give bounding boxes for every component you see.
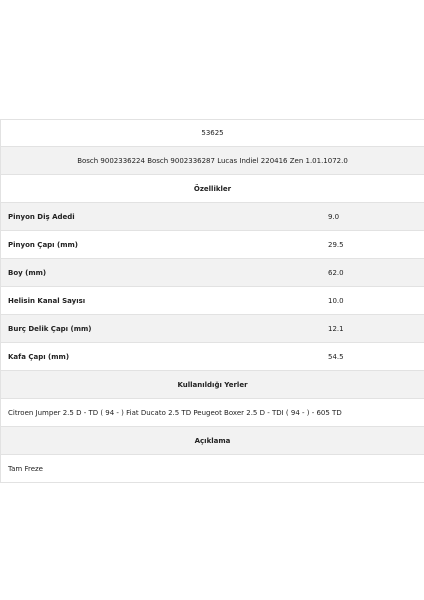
spec-label: Boy (mm) <box>8 268 47 277</box>
spec-row <box>1 259 424 287</box>
spec-value: 10.0 <box>328 296 344 305</box>
spec-row <box>1 203 424 231</box>
spec-value: 29.5 <box>328 240 344 249</box>
description-text: Tam Freze <box>8 464 43 473</box>
spec-label: Helisin Kanal Sayısı <box>8 296 86 305</box>
description-row <box>1 455 424 483</box>
spec-row <box>1 343 424 371</box>
description-heading-row <box>1 427 424 455</box>
features-heading: Özellikler <box>193 184 232 193</box>
spec-row <box>1 231 424 259</box>
spec-value: 12.1 <box>328 324 344 333</box>
description-heading: Açıklama <box>194 436 231 445</box>
spec-label: Pinyon Diş Adedi <box>8 212 75 221</box>
spec-row <box>1 287 424 315</box>
spec-label: Pinyon Çapı (mm) <box>8 240 78 249</box>
product-spec-table <box>0 119 424 483</box>
spec-value: 54.5 <box>328 352 344 361</box>
spec-label: Kafa Çapı (mm) <box>8 352 70 361</box>
spec-label: Burç Delik Çapı (mm) <box>8 324 92 333</box>
usage-heading: Kullanıldığı Yerler <box>177 380 248 389</box>
product-code-row <box>1 119 424 147</box>
features-heading-row <box>1 175 424 203</box>
usage-heading-row <box>1 371 424 399</box>
spec-row <box>1 315 424 343</box>
usage-row <box>1 399 424 427</box>
spec-value: 62.0 <box>328 268 344 277</box>
oem-codes: Bosch 9002336224 Bosch 9002336287 Lucas Indiel 220416 Zen 1.01.1072.0 <box>77 156 348 165</box>
oem-codes-row <box>1 147 424 175</box>
usage-text: Citroen Jumper 2.5 D - TD ( 94 - ) Fiat Ducato 2.5 TD Peugeot Boxer 2.5 D - TDI ( 94 - ) - 605 TD <box>8 408 342 417</box>
spec-value: 9.0 <box>328 212 340 221</box>
product-code: 53625 <box>201 129 224 137</box>
